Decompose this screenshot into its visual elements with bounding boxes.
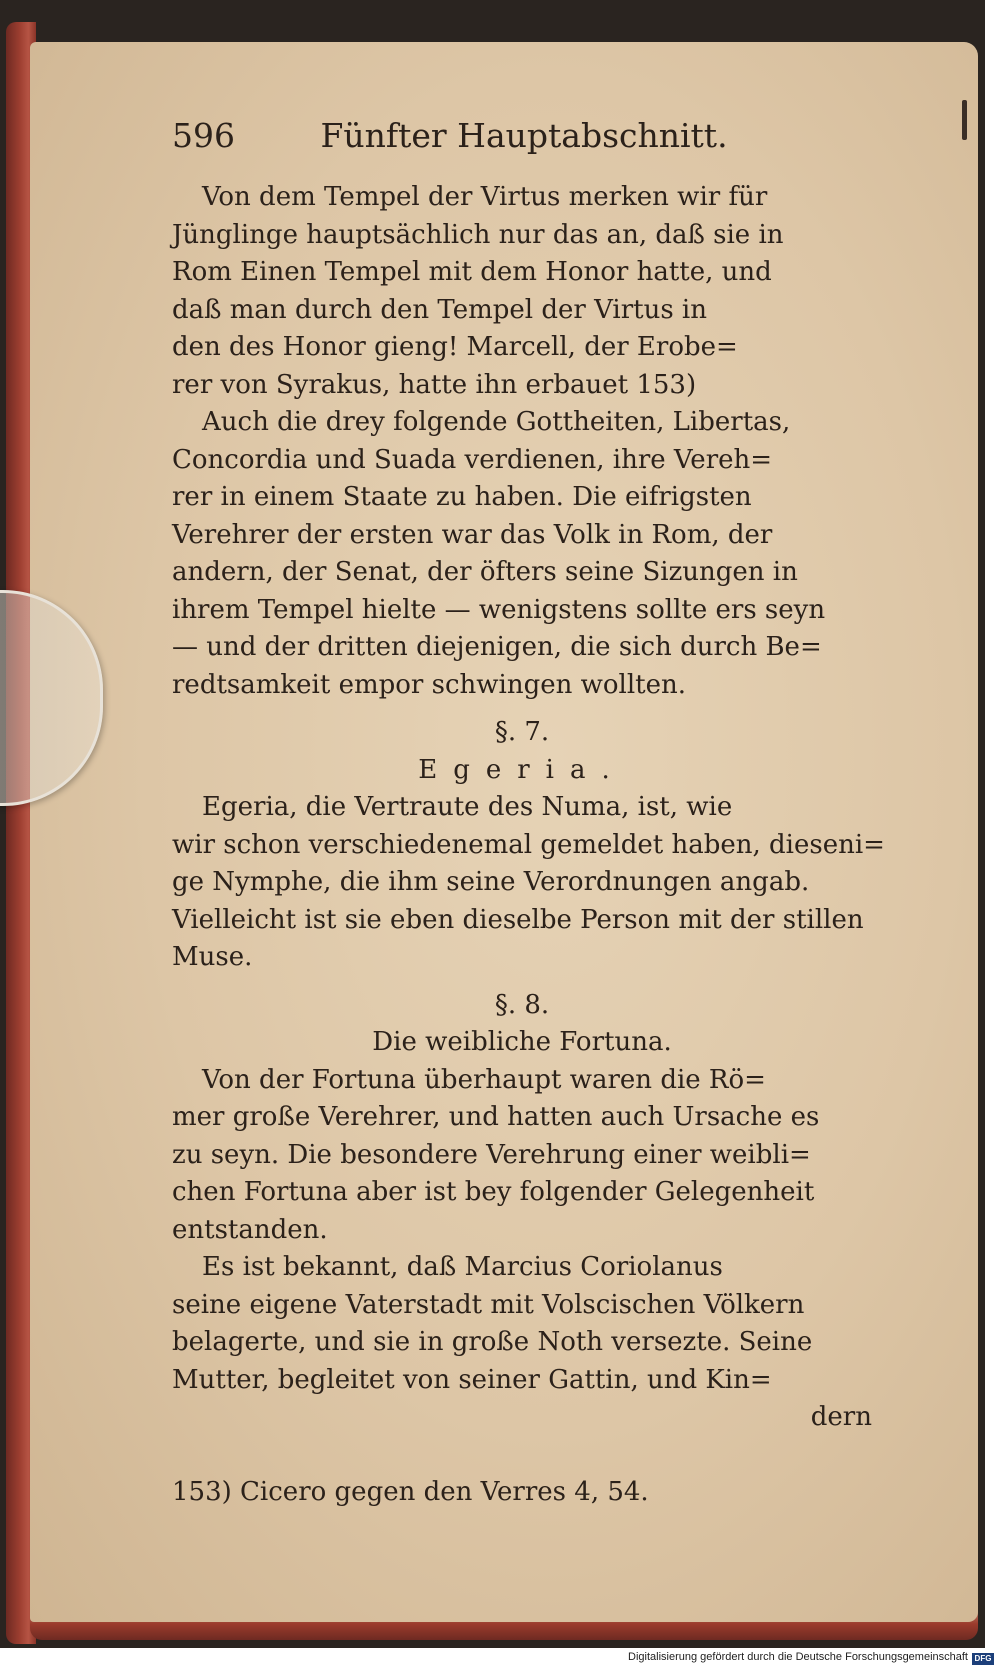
section-number: §. 7.: [494, 717, 550, 747]
text-line: Rom Einen Tempel mit dem Honor hatte, und: [172, 257, 772, 287]
text-line: Mutter, begleitet von seiner Gattin, und Kin=: [172, 1364, 772, 1395]
text-line: belagerte, und sie in große Noth versezte. Seine: [172, 1327, 813, 1357]
text-line: Auch die drey folgende Gottheiten, Libertas,: [202, 407, 791, 437]
catchword: dern: [810, 1402, 872, 1432]
text-line: entstanden.: [172, 1214, 328, 1245]
text-line: rer in einem Staate zu haben. Die eifrigsten: [172, 482, 752, 512]
text-line: ihrem Tempel hielte — wenigstens sollte ers seyn: [172, 594, 826, 625]
text-line: mer große Verehrer, und hatten auch Ursache es: [172, 1102, 820, 1132]
text-line: andern, der Senat, der öfters seine Sizungen in: [172, 557, 798, 587]
text-line: Verehrer der ersten war das Volk in Rom, der: [172, 519, 773, 550]
margin-mark: [962, 100, 967, 140]
text-line: zu seyn. Die besondere Verehrung einer weibli=: [172, 1139, 811, 1170]
text-line: chen Fortuna aber ist bey folgender Gelegenheit: [172, 1177, 815, 1207]
text-line: Von der Fortuna überhaupt waren die Rö=: [202, 1064, 766, 1095]
text-line: ge Nymphe, die ihm seine Verordnungen angab.: [172, 867, 810, 897]
text-line: rer von Syrakus, hatte ihn erbauet 153): [172, 369, 697, 400]
section-number: §. 8.: [494, 989, 550, 1020]
text-line: Vielleicht ist sie eben dieselbe Person mit der stillen: [172, 904, 864, 935]
footer-credit: Digitalisierung gefördert durch die Deutsche Forschungsgemeinschaft: [628, 1651, 968, 1663]
text-line: Jünglinge hauptsächlich nur das an, daß sie in: [172, 219, 784, 250]
page-text: [172, 105, 885, 1507]
text-line: redtsamkeit empor schwingen wollten.: [172, 669, 686, 700]
text-line: wir schon verschiedenemal gemeldet haben, dieseni=: [172, 829, 885, 860]
page-number: 596: [172, 116, 235, 155]
text-line: daß man durch den Tempel der Virtus in: [172, 294, 707, 325]
text-line: Concordia und Suada verdienen, ihre Vereh=: [172, 444, 773, 475]
text-line: Muse.: [172, 942, 253, 972]
digitization-footer: [0, 1650, 1000, 1668]
body-paragraphs: [172, 179, 872, 704]
footnote: 153) Cicero gegen den Verres 4, 54.: [172, 1476, 649, 1507]
text-line: Egeria, die Vertraute des Numa, ist, wie: [202, 792, 733, 822]
section-heading: Die weibliche Fortuna.: [372, 1027, 672, 1057]
section-heading: Egeria.: [418, 754, 626, 785]
text-line: — und der dritten diejenigen, die sich durch Be=: [172, 632, 822, 662]
text-line: seine eigene Vaterstadt mit Volscischen Völkern: [172, 1289, 805, 1320]
dfg-logo: DFG: [972, 1653, 994, 1665]
running-head-title: Fünfter Hauptabschnitt.: [320, 116, 728, 155]
text-line: Es ist bekannt, daß Marcius Coriolanus: [202, 1252, 723, 1282]
running-head: [172, 105, 872, 167]
text-line: den des Honor gieng! Marcell, der Erobe=: [172, 332, 738, 362]
text-line: Von dem Tempel der Virtus merken wir für: [202, 182, 768, 212]
